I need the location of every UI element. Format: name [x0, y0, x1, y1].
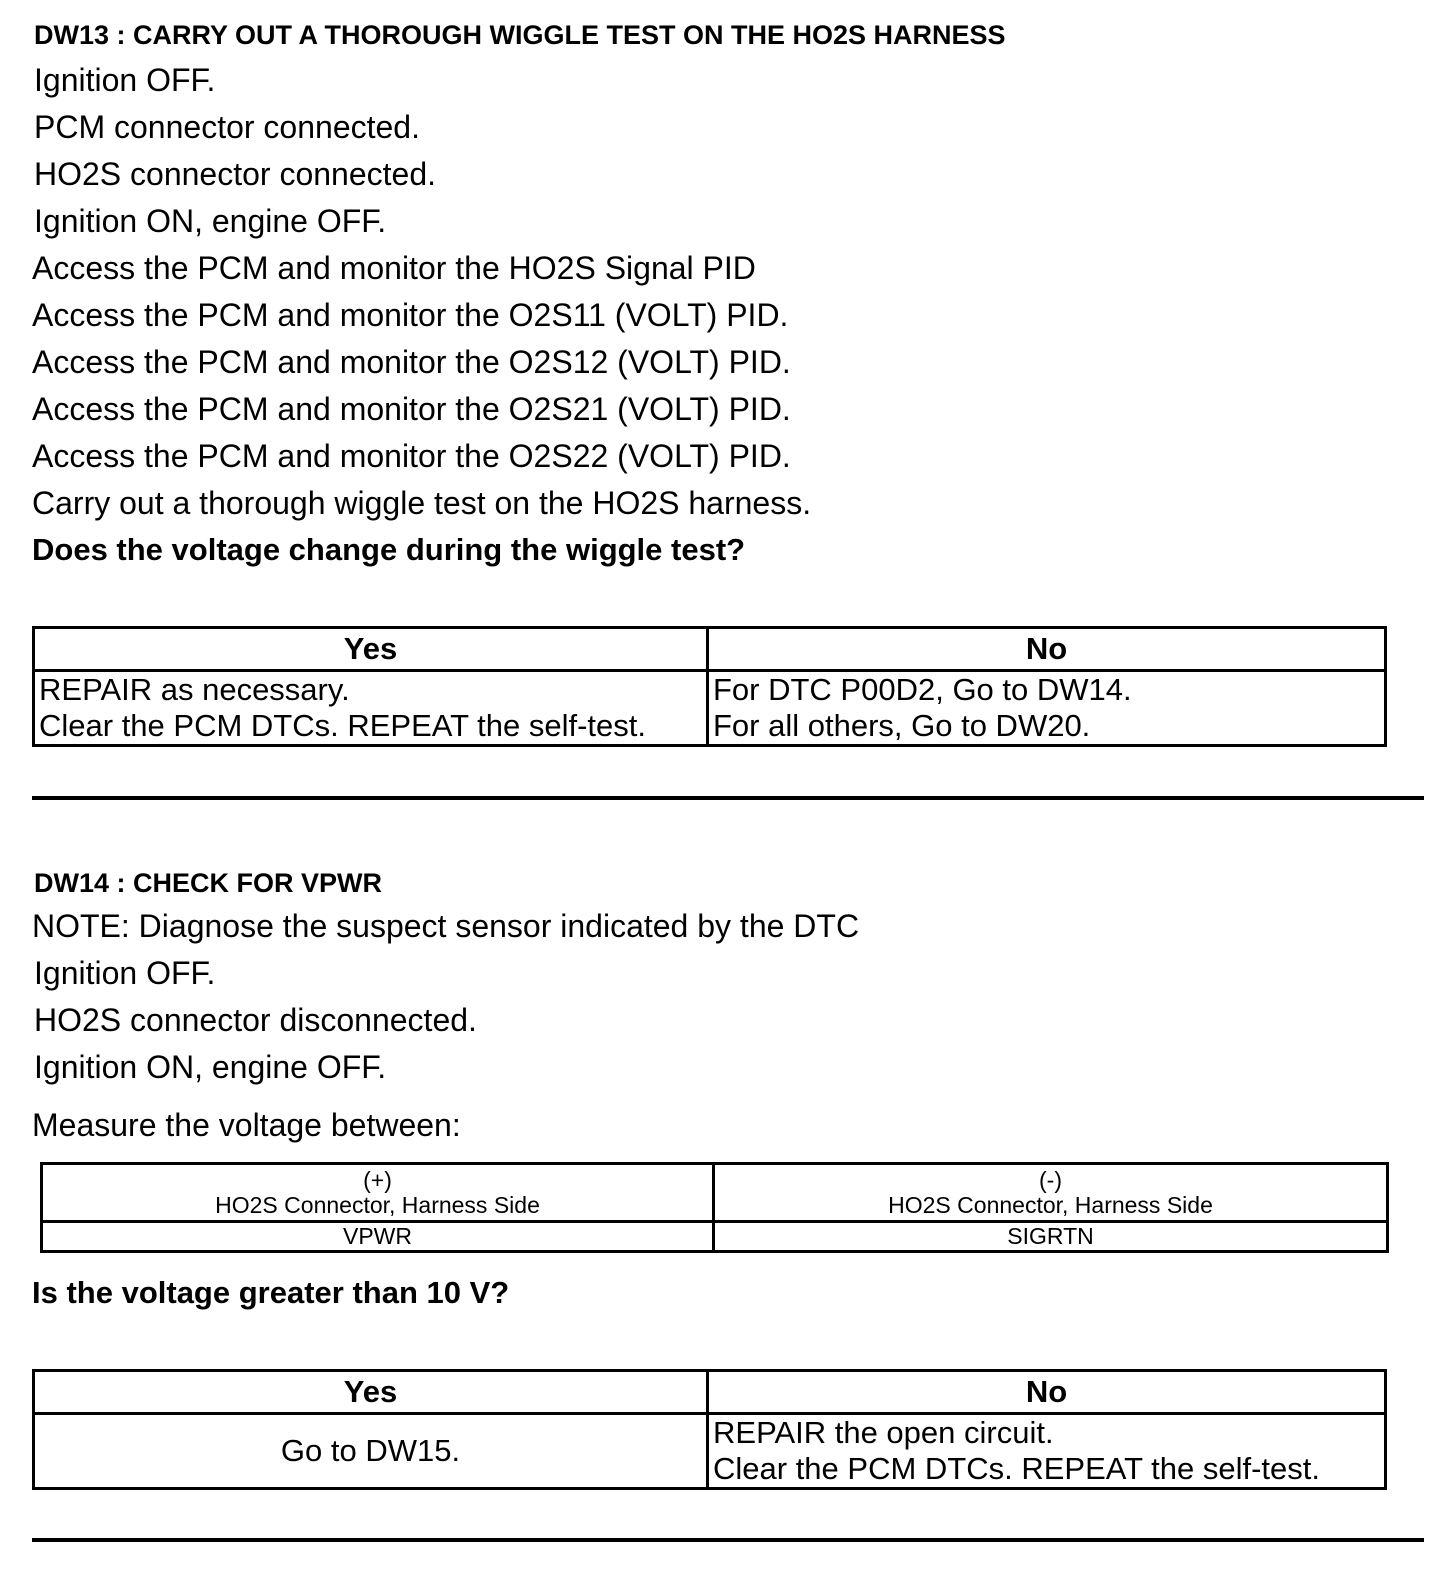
dw13-step-7: Access the PCM and monitor the O2S12 (VOLT) PID. [32, 344, 791, 380]
dw13-no-line-1: For DTC P00D2, Go to DW14. [713, 672, 1132, 707]
dw13-yes-cell [34, 671, 708, 746]
dw13-step-2: PCM connector connected. [34, 109, 420, 145]
dw13-question: Does the voltage change during the wiggle test? [32, 532, 746, 567]
dw13-yes-line-2: Clear the PCM DTCs. REPEAT the self-test. [39, 708, 646, 743]
dw13-step-4: Ignition ON, engine OFF. [34, 203, 387, 239]
pin-plus-desc: HO2S Connector, Harness Side [215, 1191, 540, 1218]
section-divider-1 [32, 796, 1424, 800]
dw13-step-9: Access the PCM and monitor the O2S22 (VOLT) PID. [32, 438, 791, 474]
dw13-step-1: Ignition OFF. [34, 62, 216, 98]
dw13-step-6: Access the PCM and monitor the O2S11 (VOLT) PID. [32, 297, 789, 333]
dw14-title: DW14 : CHECK FOR VPWR [34, 868, 383, 898]
dw14-pin-table [40, 1162, 1389, 1253]
pin-plus-label: (+) [363, 1166, 392, 1193]
pin-plus-header [42, 1164, 714, 1222]
dw13-yes-line-1: REPAIR as necessary. [39, 672, 350, 707]
pin-minus-label: (-) [1039, 1166, 1062, 1193]
dw13-step-8: Access the PCM and monitor the O2S21 (VOLT) PID. [32, 391, 791, 427]
dw14-no-line-1: REPAIR the open circuit. [713, 1415, 1054, 1450]
dw14-no-line-2: Clear the PCM DTCs. REPEAT the self-test. [713, 1451, 1320, 1486]
dw14-result-table [32, 1369, 1387, 1490]
dw13-no-cell [708, 671, 1386, 746]
pin-minus-desc: HO2S Connector, Harness Side [888, 1191, 1213, 1218]
dw14-question: Is the voltage greater than 10 V? [32, 1275, 510, 1310]
dw13-yes-header: Yes [34, 628, 708, 671]
dw13-no-line-2: For all others, Go to DW20. [713, 708, 1091, 743]
dw14-no-cell [708, 1414, 1386, 1489]
dw13-no-header: No [708, 628, 1386, 671]
pin-plus-value: VPWR [42, 1222, 714, 1252]
dw13-title: DW13 : CARRY OUT A THOROUGH WIGGLE TEST ON THE HO2S HARNESS [34, 20, 1006, 50]
pin-minus-header [714, 1164, 1388, 1222]
pin-minus-value: SIGRTN [714, 1222, 1388, 1252]
dw14-step-3: Ignition ON, engine OFF. [34, 1049, 387, 1085]
dw13-step-3: HO2S connector connected. [34, 156, 437, 192]
dw14-no-header: No [708, 1371, 1386, 1414]
dw13-step-10: Carry out a thorough wiggle test on the HO2S harness. [32, 485, 812, 521]
dw13-step-5: Access the PCM and monitor the HO2S Signal PID [32, 250, 756, 286]
dw14-step-1: Ignition OFF. [34, 955, 216, 991]
dw14-yes-header: Yes [34, 1371, 708, 1414]
dw14-yes-cell: Go to DW15. [34, 1414, 708, 1489]
dw14-measure-instruction: Measure the voltage between: [32, 1107, 461, 1143]
dw14-note: NOTE: Diagnose the suspect sensor indicated by the DTC [32, 908, 860, 944]
dw13-result-table [32, 626, 1387, 747]
section-divider-2 [32, 1538, 1424, 1542]
dw14-step-2: HO2S connector disconnected. [34, 1002, 477, 1038]
